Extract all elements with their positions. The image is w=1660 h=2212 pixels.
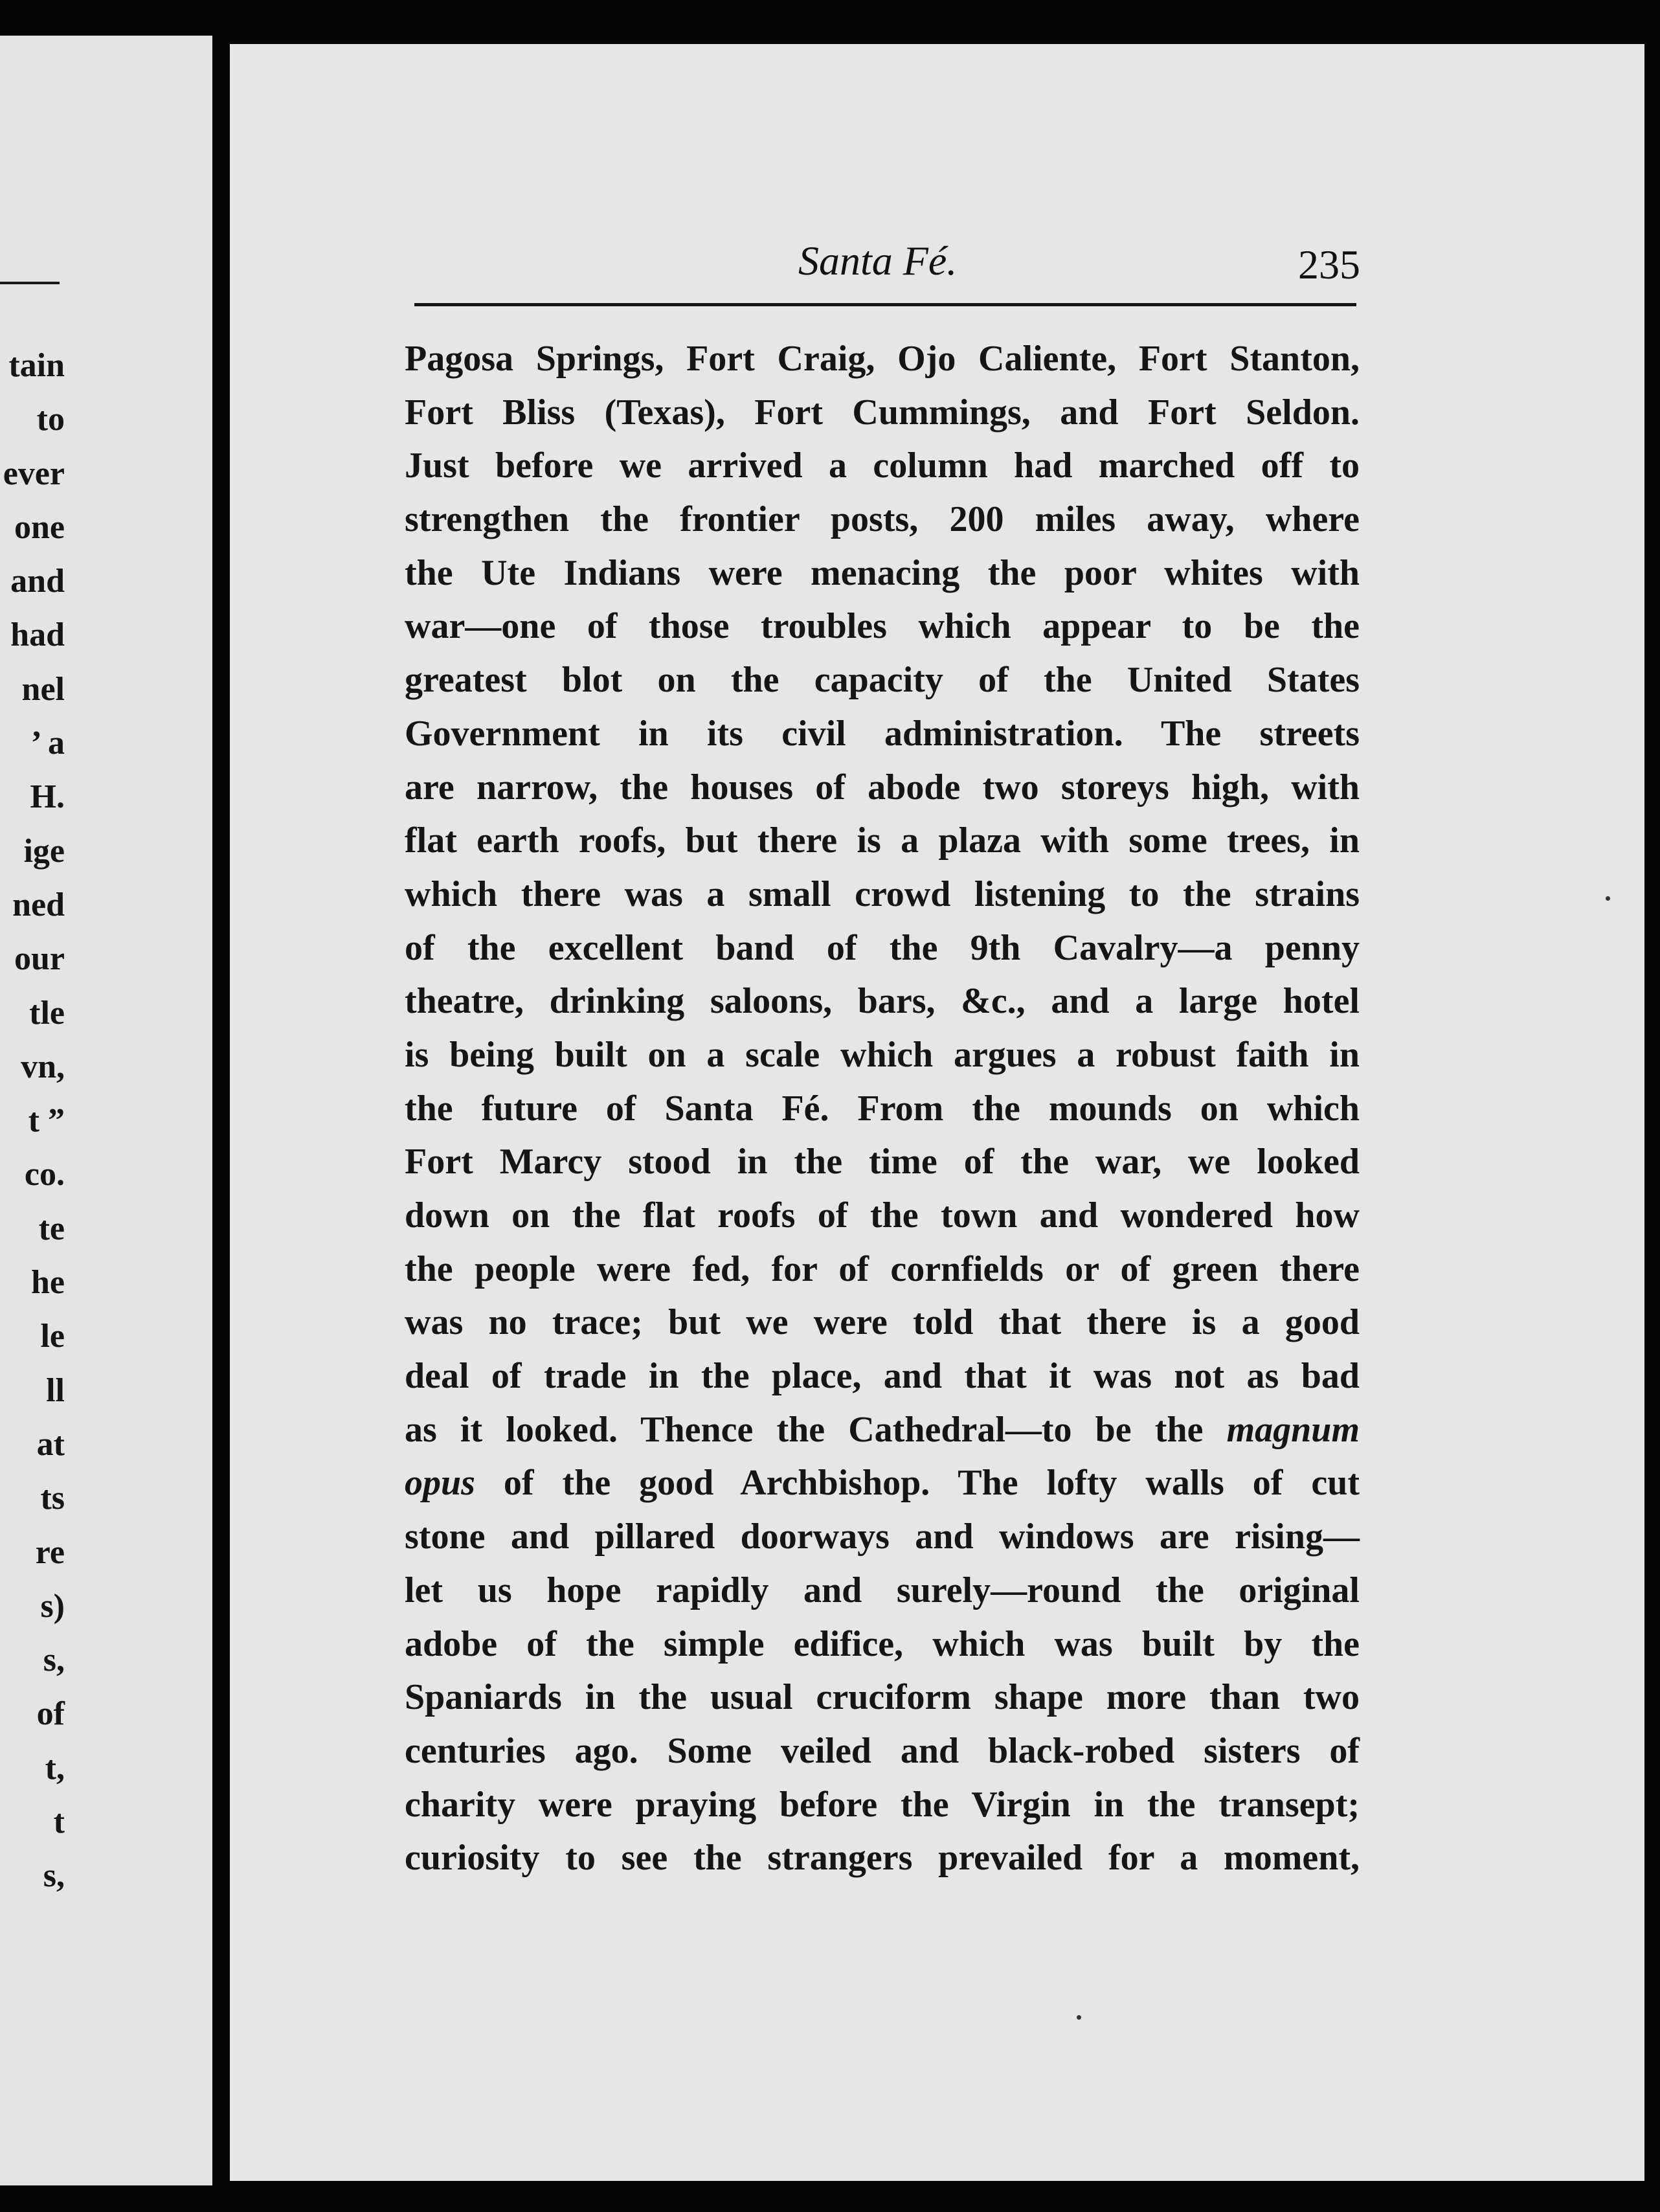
facing-line: our — [14, 940, 65, 978]
text-line: war—one of those troubles which appear to be the — [405, 606, 1360, 647]
text-line: down on the flat roofs of the town and wondered how — [405, 1195, 1360, 1236]
text-line: Spaniards in the usual cruciform shape more than two — [405, 1677, 1360, 1718]
head-rule — [414, 303, 1356, 306]
text-line: which there was a small crowd listening to the strains — [405, 874, 1360, 914]
italic-text: opus — [405, 1463, 475, 1504]
facing-line: and — [10, 563, 65, 600]
text-line: curiosity to see the strangers prevailed for a moment, — [405, 1838, 1360, 1879]
text-line: Just before we arrived a column had marched off to — [405, 446, 1360, 486]
facing-line: co. — [24, 1156, 65, 1193]
text-line: strengthen the frontier posts, 200 miles away, where — [405, 499, 1360, 540]
text-line: are narrow, the houses of abode two storeys high, with — [405, 767, 1360, 807]
running-title: Santa Fé. — [798, 238, 958, 284]
facing-line: ts — [40, 1480, 65, 1517]
text-line: the people were fed, for of cornfields or of green there — [405, 1248, 1360, 1289]
paper-speck — [1606, 896, 1610, 901]
facing-page-head-rule — [0, 282, 60, 284]
facing-line: t ” — [28, 1102, 65, 1140]
facing-line: had — [10, 616, 65, 654]
facing-line: of — [36, 1695, 65, 1733]
facing-line: nel — [21, 670, 65, 708]
facing-line: tain — [8, 347, 65, 384]
text-line: let us hope rapidly and surely—round the original — [405, 1570, 1360, 1610]
italic-text: magnum — [1226, 1409, 1360, 1450]
facing-page-text — [3, 339, 65, 1903]
text-line: Fort Marcy stood in the time of the war, we looked — [405, 1142, 1360, 1182]
facing-line: s, — [43, 1642, 65, 1679]
text-line: stone and pillared doorways and windows are rising— — [405, 1517, 1360, 1557]
facing-page-fragment — [0, 36, 212, 2185]
text-line: greatest blot on the capacity of the United States — [405, 660, 1360, 701]
text-line: of the excellent band of the 9th Cavalry—a penny — [405, 927, 1360, 968]
text-line: flat earth roofs, but there is a plaza with some trees, in — [405, 820, 1360, 861]
text-line: Government in its civil administration. The streets — [405, 713, 1360, 754]
text-line: is being built on a scale which argues a robust faith in — [405, 1034, 1360, 1075]
text-line — [405, 1403, 1360, 1457]
facing-line: ned — [12, 886, 65, 923]
facing-line: at — [36, 1425, 65, 1463]
text-segment: of the good Archbishop. The lofty walls of cut — [475, 1463, 1360, 1504]
facing-line: H. — [30, 778, 65, 816]
text-line: the future of Santa Fé. From the mounds on which — [405, 1088, 1360, 1129]
facing-line: t — [53, 1803, 65, 1841]
page-number: 235 — [1298, 242, 1360, 288]
facing-line: re — [35, 1533, 65, 1571]
text-line — [405, 1456, 1360, 1510]
facing-line: vn, — [21, 1048, 65, 1085]
text-line: Pagosa Springs, Fort Craig, Ojo Caliente, Fort Stanton, — [405, 339, 1360, 379]
facing-line: t, — [45, 1749, 65, 1787]
body-text — [405, 332, 1360, 1885]
running-head — [230, 232, 1360, 290]
facing-line: s) — [40, 1587, 65, 1625]
facing-line: le — [40, 1318, 65, 1355]
facing-line: tle — [29, 994, 65, 1032]
facing-line: te — [38, 1210, 65, 1247]
text-line: charity were praying before the Virgin in the transept; — [405, 1784, 1360, 1825]
facing-line: ige — [23, 832, 65, 870]
book-page — [230, 44, 1644, 2181]
facing-line: one — [14, 508, 65, 546]
facing-line: to — [36, 401, 65, 438]
text-line: theatre, drinking saloons, bars, &c., and a large hotel — [405, 981, 1360, 1022]
facing-line: ll — [46, 1371, 65, 1409]
facing-line: ’ a — [30, 725, 65, 762]
text-line: was no trace; but we were told that there is a good — [405, 1302, 1360, 1343]
text-line: centuries ago. Some veiled and black-robed sisters of — [405, 1730, 1360, 1771]
paper-speck — [1077, 2015, 1081, 2020]
facing-line: s, — [43, 1857, 65, 1895]
text-line: Fort Bliss (Texas), Fort Cummings, and Fort Seldon. — [405, 392, 1360, 433]
text-line: deal of trade in the place, and that it was not as bad — [405, 1356, 1360, 1397]
facing-line: ever — [3, 455, 65, 492]
text-segment: as it looked. Thence the Cathedral—to be the — [405, 1409, 1227, 1450]
text-line: the Ute Indians were menacing the poor whites with — [405, 552, 1360, 593]
text-line: adobe of the simple edifice, which was built by the — [405, 1623, 1360, 1664]
facing-line: he — [31, 1264, 65, 1302]
